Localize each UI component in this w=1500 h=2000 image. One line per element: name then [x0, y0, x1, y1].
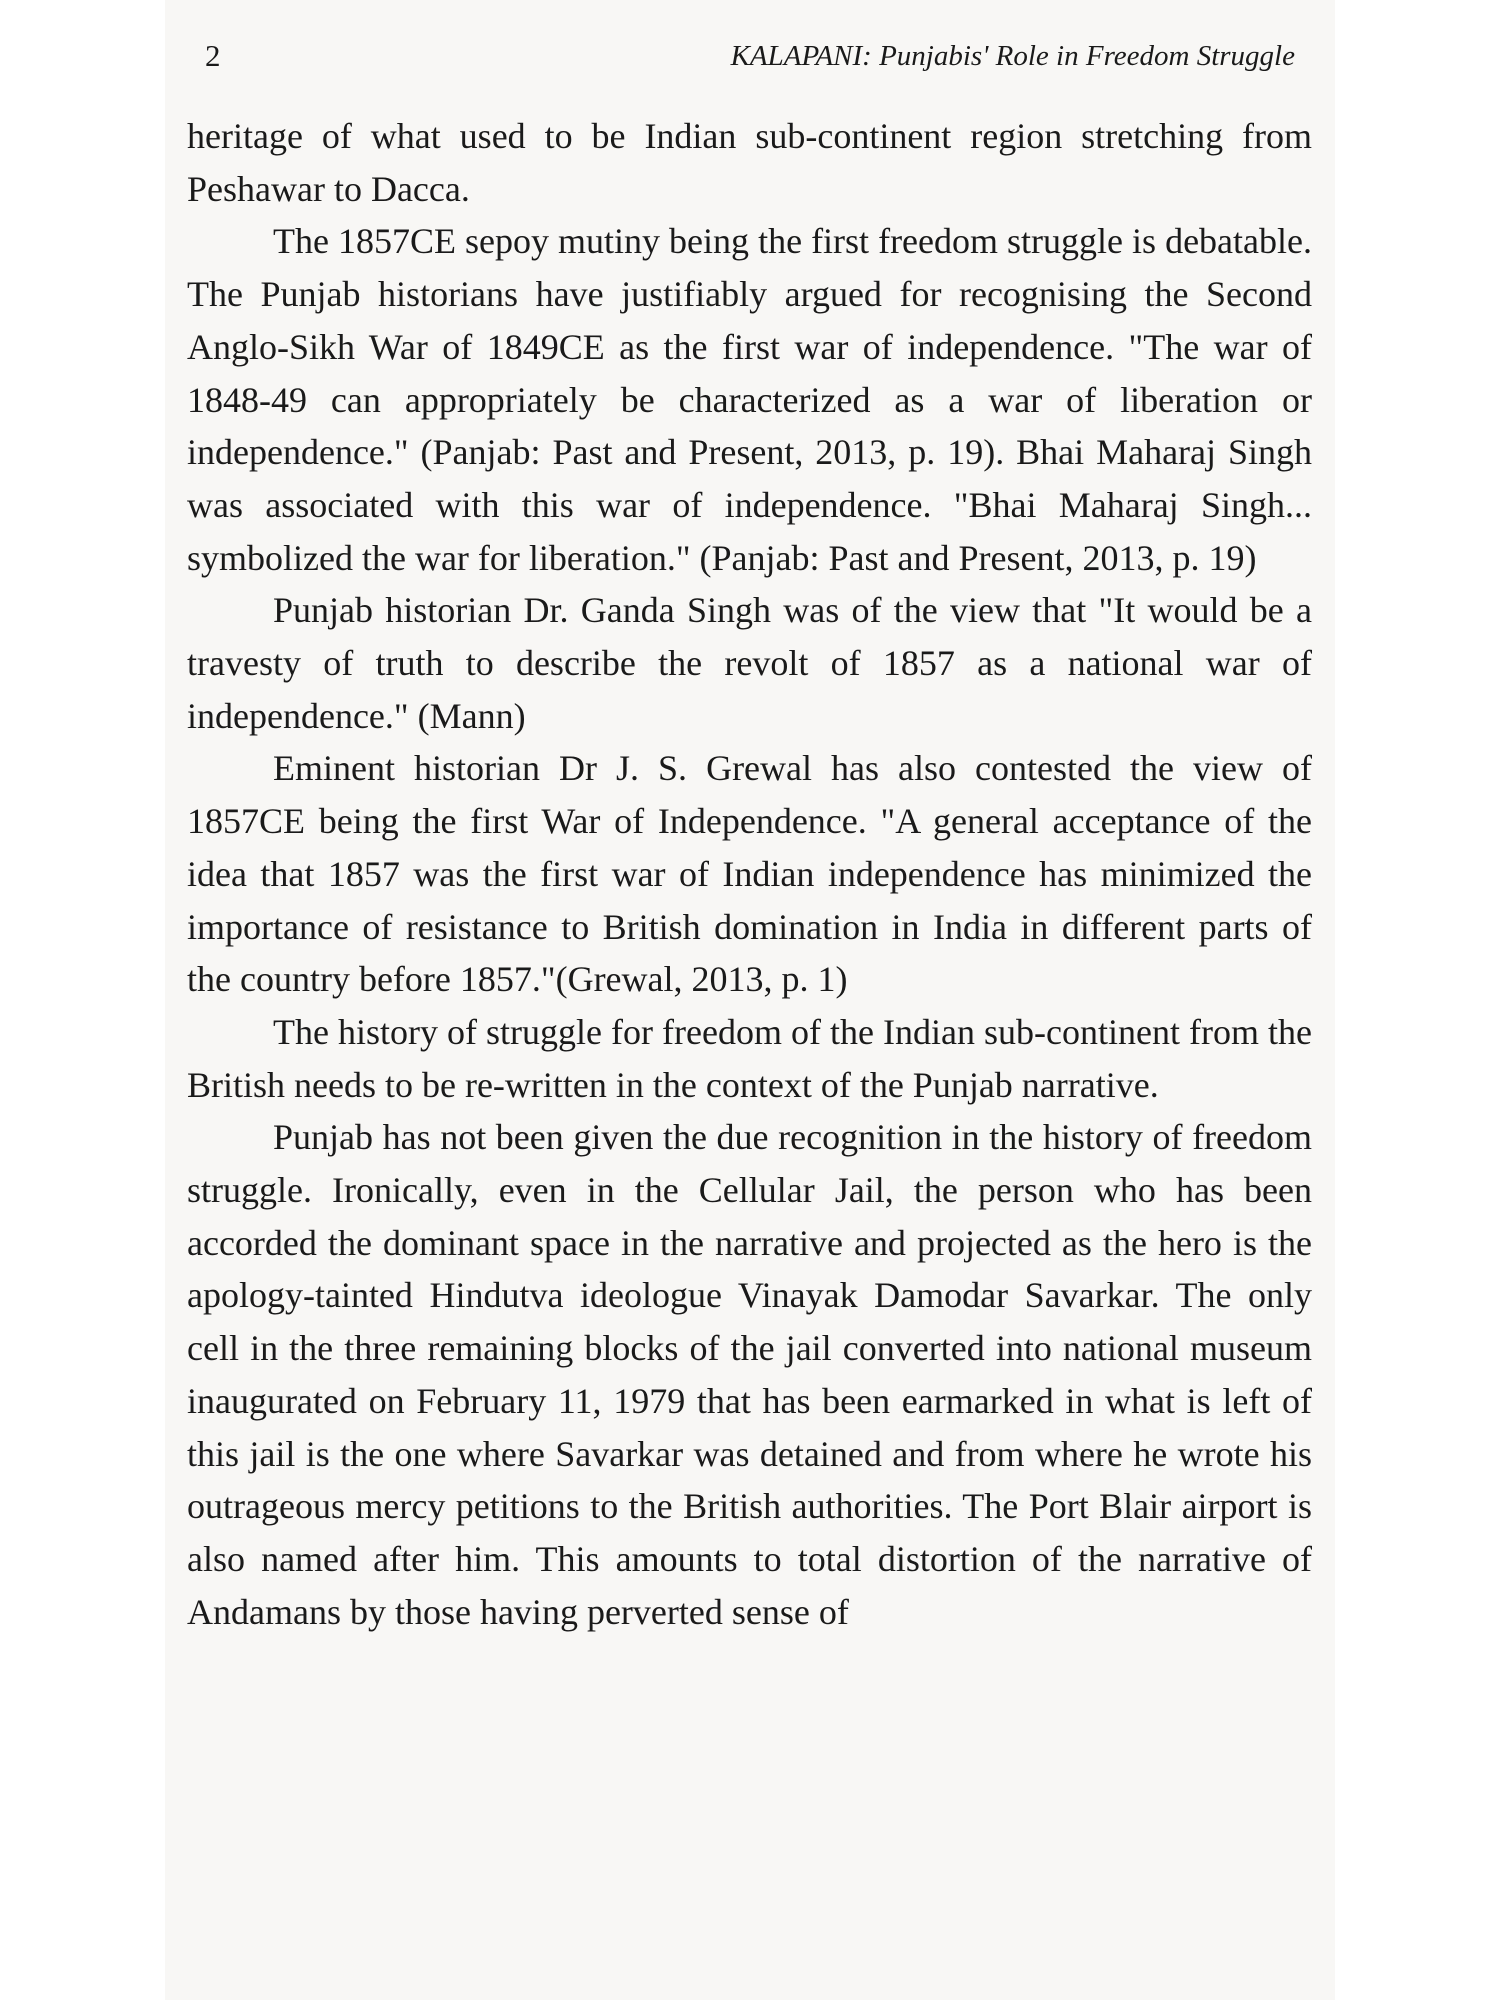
paragraph-ganda-singh: Punjab historian Dr. Ganda Singh was of the view that "It would be a travesty of truth to describe the revolt of 1857 as a national war of independence." (Mann)	[187, 590, 1312, 736]
book-page	[165, 0, 1335, 2000]
page-number: 2	[205, 38, 221, 73]
paragraph-sepoy-mutiny: The 1857CE sepoy mutiny being the first freedom struggle is debatable. The Punjab historians have justifiably argued for recognising the Second Anglo-Sikh War of 1849CE as the first war of independence. "The war of 1848-49 can appropriately be characterized as a war of liberation or independence." (Panjab: Past and Present, 2013, p. 19). Bhai Maharaj Singh was associated with this war of independence. "Bhai Maharaj Singh... symbolized the war for liberation." (Panjab: Past and Present, 2013, p. 19)	[187, 221, 1312, 578]
page-header	[205, 38, 1295, 88]
page-body	[187, 110, 1312, 1638]
running-title: KALAPANI: Punjabis' Role in Freedom Struggle	[730, 40, 1295, 72]
paragraph-rewrite-history: The history of struggle for freedom of the Indian sub-continent from the British needs to be re-written in the context of the Punjab narrative.	[187, 1011, 1312, 1105]
paragraph-grewal: Eminent historian Dr J. S. Grewal has also contested the view of 1857CE being the first War of Independence. "A general acceptance of the idea that 1857 was the first war of Indian independence has minimized the importance of resistance to British domination in India in different parts of the country before 1857."(Grewal, 2013, p. 1)	[187, 748, 1312, 1000]
paragraph-continuation: heritage of what used to be Indian sub-continent region stretching from Peshawar to Dacca.	[187, 116, 1312, 209]
paragraph-recognition: Punjab has not been given the due recognition in the history of freedom struggle. Ironically, even in the Cellular Jail, the person who has been accorded the dominant space in the narrative and projected as the hero is the apology-tainted Hindutva ideologue Vinayak Damodar Savarkar. The only cell in the three remaining blocks of the jail converted into national museum inaugurated on February 11, 1979 that has been earmarked in what is left of this jail is the one where Savarkar was detained and from where he wrote his outrageous mercy petitions to the British authorities. The Port Blair airport is also named after him. This amounts to total distortion of the narrative of Andamans by those having perverted sense of	[187, 1117, 1312, 1632]
